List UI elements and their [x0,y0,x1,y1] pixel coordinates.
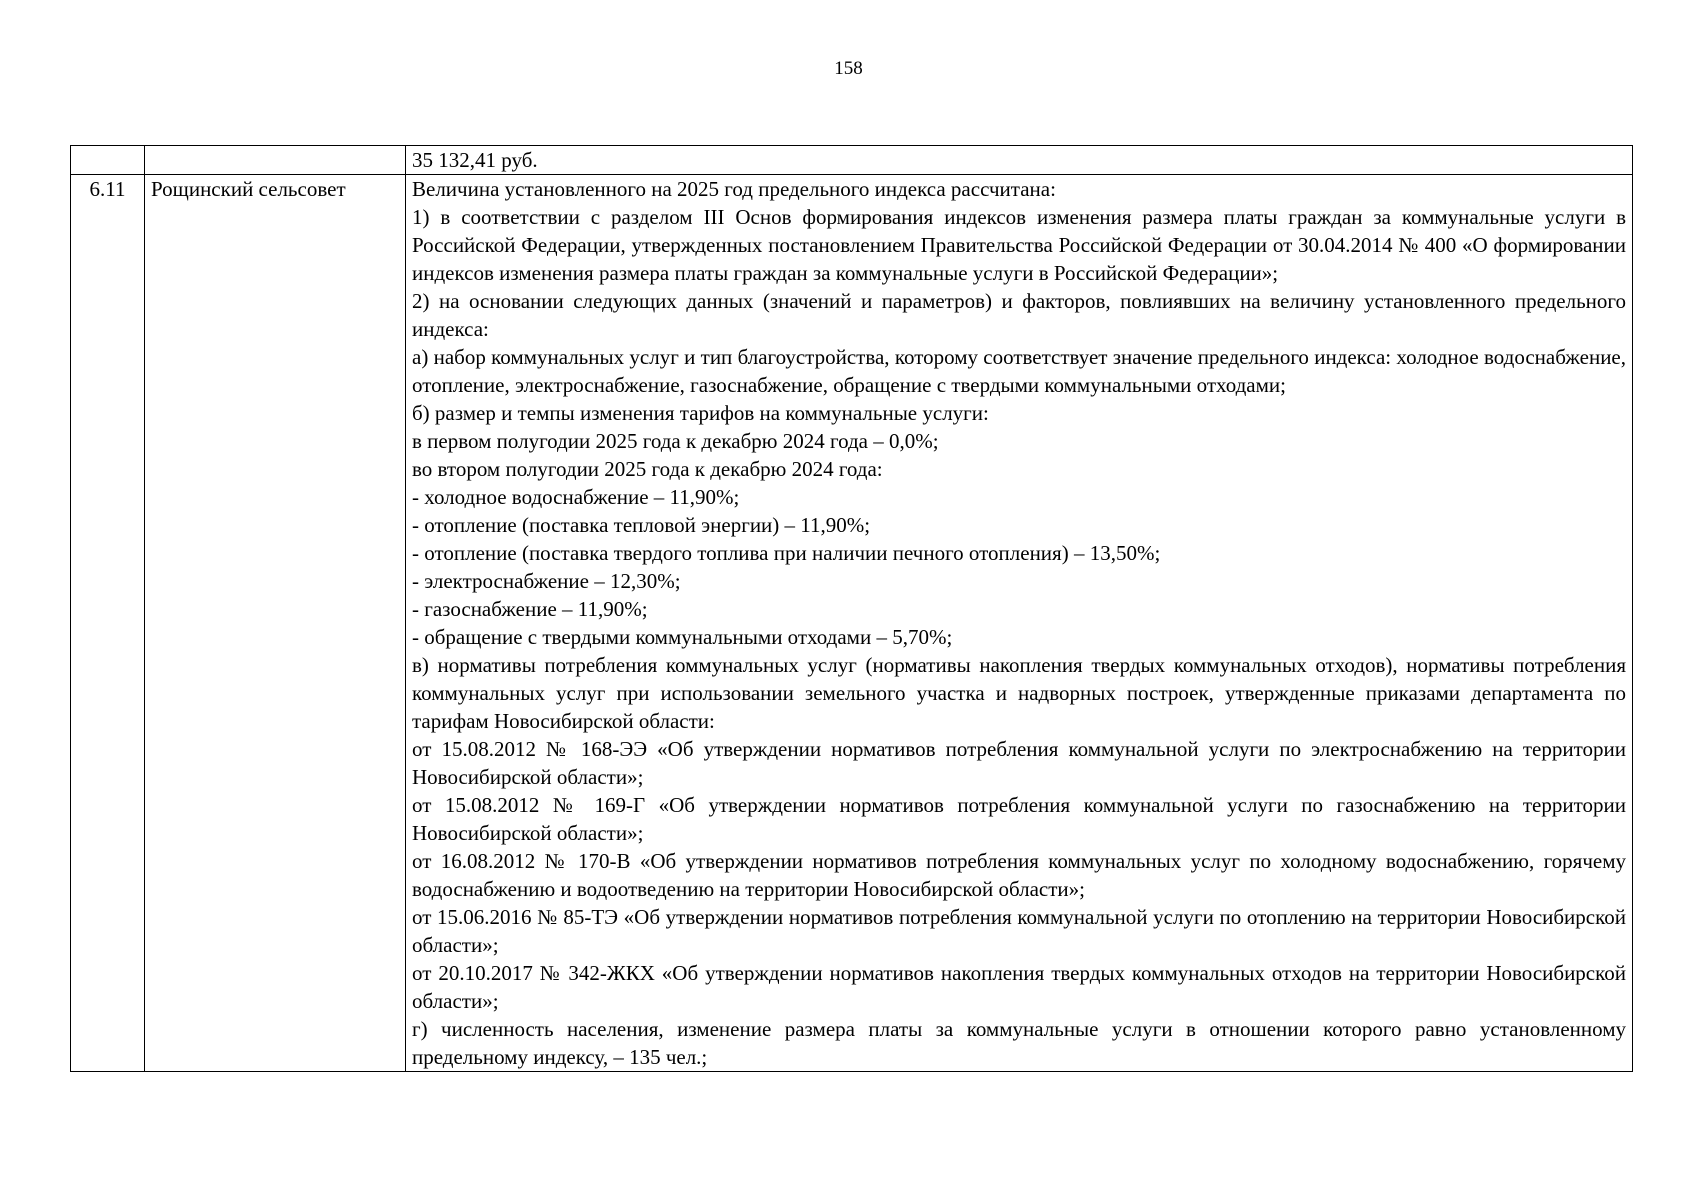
paragraph: от 15.08.2012 № 168-ЭЭ «Об утверждении нормативов потребления коммунальной услуги по электроснабжению на территории Новосибирской области»; [412,737,1626,789]
list-item: - отопление (поставка тепловой энергии) – 11,90%; [412,513,871,537]
paragraph: во втором полугодии 2025 года к декабрю 2024 года: [412,457,883,481]
paragraph: от 15.08.2012 № 169-Г «Об утверждении нормативов потребления коммунальной услуги по газоснабжению на территории Новосибирской области»; [412,793,1626,845]
row-text-cell [406,146,1633,175]
table-row-continuation [71,146,1633,175]
data-table [70,145,1633,1072]
table-row-6-11 [71,175,1633,1072]
paragraph: в первом полугодии 2025 года к декабрю 2024 года – 0,0%; [412,429,939,453]
row-number-cell [71,146,145,175]
paragraph: б) размер и темпы изменения тарифов на коммунальные услуги: [412,401,989,425]
list-item: - отопление (поставка твердого топлива при наличии печного отопления) – 13,50%; [412,541,1161,565]
row-text-cell [406,175,1633,1072]
page-number: 158 [834,58,863,79]
paragraph: г) численность населения, изменение размера платы за коммунальные услуги в отношении которого равно установленному предельному индексу, – 135 чел.; [412,1017,1626,1069]
row-name-cell [145,146,406,175]
paragraph: от 15.06.2016 № 85-ТЭ «Об утверждении нормативов потребления коммунальной услуги по отоплению на территории Новосибирской области»; [412,905,1626,957]
list-item: - холодное водоснабжение – 11,90%; [412,485,740,509]
list-item: - обращение с твердыми коммунальными отходами – 5,70%; [412,625,953,649]
list-item: - газоснабжение – 11,90%; [412,597,648,621]
continuation-text: 35 132,41 руб. [412,148,538,172]
row-number-cell: 6.11 [71,175,145,1072]
paragraph: от 16.08.2012 № 170-В «Об утверждении нормативов потребления коммунальных услуг по холодному водоснабжению, горячему водоснабжению и водоотведению на территории Новосибирской области»; [412,849,1626,901]
paragraph: от 20.10.2017 № 342-ЖКХ «Об утверждении нормативов накопления твердых коммунальных отходов на территории Новосибирской области»; [412,961,1626,1013]
paragraph: в) нормативы потребления коммунальных услуг (нормативы накопления твердых коммунальных отходов), нормативы потребления коммунальных услуг при использовании земельного участка и надворных построек, утвержденные приказами департамента по тарифам Новосибирской области: [412,653,1626,733]
paragraph: 1) в соответствии с разделом III Основ формирования индексов изменения размера платы граждан за коммунальные услуги в Российской Федерации, утвержденных постановлением Правительства Российской Федерации от 30.04.2014 № 400 «О формировании индексов изменения размера платы граждан за коммунальные услуги в Российской Федерации»; [412,205,1626,285]
list-item: - электроснабжение – 12,30%; [412,569,681,593]
row-name-cell: Рощинский сельсовет [145,175,406,1072]
paragraph: 2) на основании следующих данных (значений и параметров) и факторов, повлиявших на величину установленного предельного индекса: [412,289,1626,341]
paragraph: а) набор коммунальных услуг и тип благоустройства, которому соответствует значение предельного индекса: холодное водоснабжение, отопление, электроснабжение, газоснабжение, обращение с твердыми коммунальными отходами; [412,345,1626,397]
paragraph: Величина установленного на 2025 год предельного индекса рассчитана: [412,177,1056,201]
